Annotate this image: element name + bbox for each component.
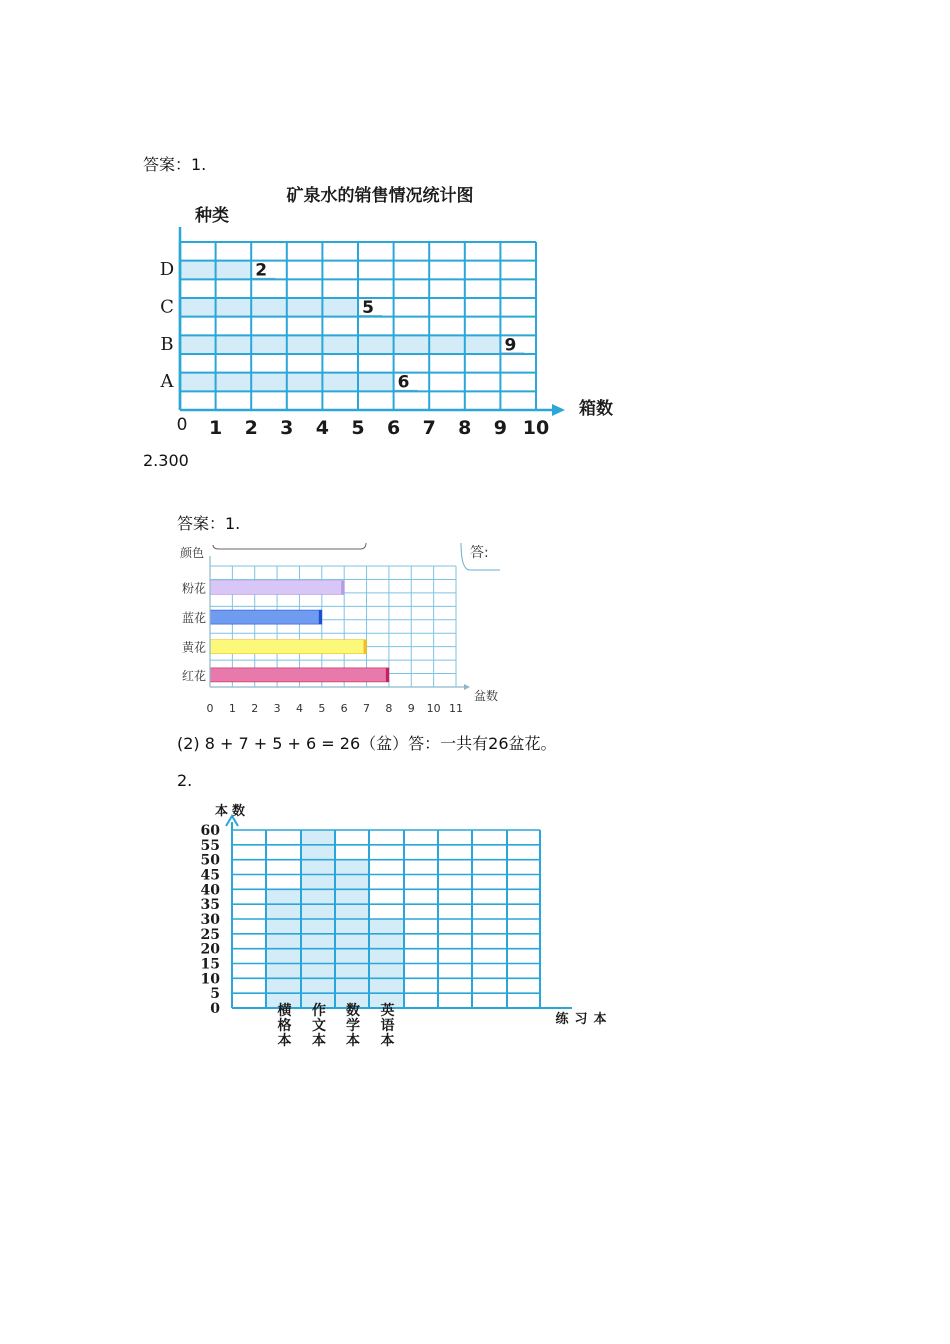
y-tick-label: 35 [200,897,220,914]
y-tick-label: 60 [200,823,220,839]
x-tick-label: 6 [386,417,401,439]
y-axis-label: 种类 [195,206,229,226]
answer-label-2: 答案：1. [177,514,241,533]
x-tick-label: 4 [315,417,330,439]
data-label-B: 9 [504,335,517,356]
y-tick-label: 15 [200,956,220,973]
x-tick-label: 9 [407,702,415,715]
answer-2-300: 2.300 [143,451,189,470]
x-tick-label: 0 [176,415,188,435]
x-tick-label: 10 [522,417,550,439]
answer-part2-text: (2) 8 + 7 + 5 + 6 = 26（盆）答：一共有26盆花。 [177,734,557,753]
y-tick-label: 50 [200,852,220,869]
category-label-粉花: 粉花 [181,581,207,596]
x-tick-label: 11 [449,702,463,715]
x-axis-label: 练习本 [555,1012,613,1027]
x-tick-label: 5 [318,702,326,715]
category-label-D: D [159,259,175,281]
answer-label-1: 答案：1. [143,155,207,174]
data-label-A: 6 [397,372,410,393]
x-tick-label: 7 [422,417,436,439]
x-tick-label: 3 [280,417,294,439]
x-tick-label: 4 [295,702,303,715]
x-tick-label: 0 [206,702,214,715]
x-tick-label: 9 [493,417,508,439]
category-label-4: 英语本 [378,1002,395,1048]
y-tick-label: 45 [200,867,220,884]
x-tick-label: 8 [458,417,472,439]
chart-title: 矿泉水的销售情况统计图 [286,186,474,206]
y-tick-label: 0 [210,1001,220,1017]
y-tick-label: 30 [200,912,220,928]
y-axis-label: 颜色 [179,546,205,560]
y-axis-label: 本数 [214,804,250,819]
category-label-红花: 红花 [181,668,207,683]
x-tick-label: 1 [208,417,223,439]
category-label-黄花: 黄花 [181,640,207,655]
x-tick-label: 3 [273,702,281,715]
data-label-D: 2 [255,260,268,281]
y-tick-label: 55 [200,837,220,854]
y-tick-label: 20 [200,941,220,958]
data-label-C: 5 [362,297,374,318]
x-axis-label: 盆数 [473,689,499,703]
category-label-1: 横格本 [275,1002,292,1048]
category-label-蓝花: 蓝花 [181,611,207,626]
y-tick-label: 5 [210,986,220,1003]
x-axis-label: 箱数 [579,399,613,419]
x-tick-label: 10 [426,702,441,715]
x-tick-label: 8 [385,702,393,715]
y-tick-label: 40 [200,882,220,899]
category-label-C: C [160,296,174,318]
x-tick-label: 6 [340,702,348,715]
category-label-3: 数学本 [344,1002,360,1048]
x-tick-label: 7 [363,702,371,715]
category-label-A: A [160,371,174,393]
y-tick-label: 10 [200,971,220,988]
x-tick-label: 2 [251,702,259,715]
item2-label: 2. [177,771,193,790]
x-tick-label: 5 [351,417,365,439]
x-tick-label: 1 [228,702,236,715]
x-tick-label: 2 [244,417,258,439]
category-label-2: 作文本 [310,1002,326,1048]
y-tick-label: 25 [200,926,220,943]
category-label-B: B [160,333,174,355]
side-note: 答: [470,545,489,561]
